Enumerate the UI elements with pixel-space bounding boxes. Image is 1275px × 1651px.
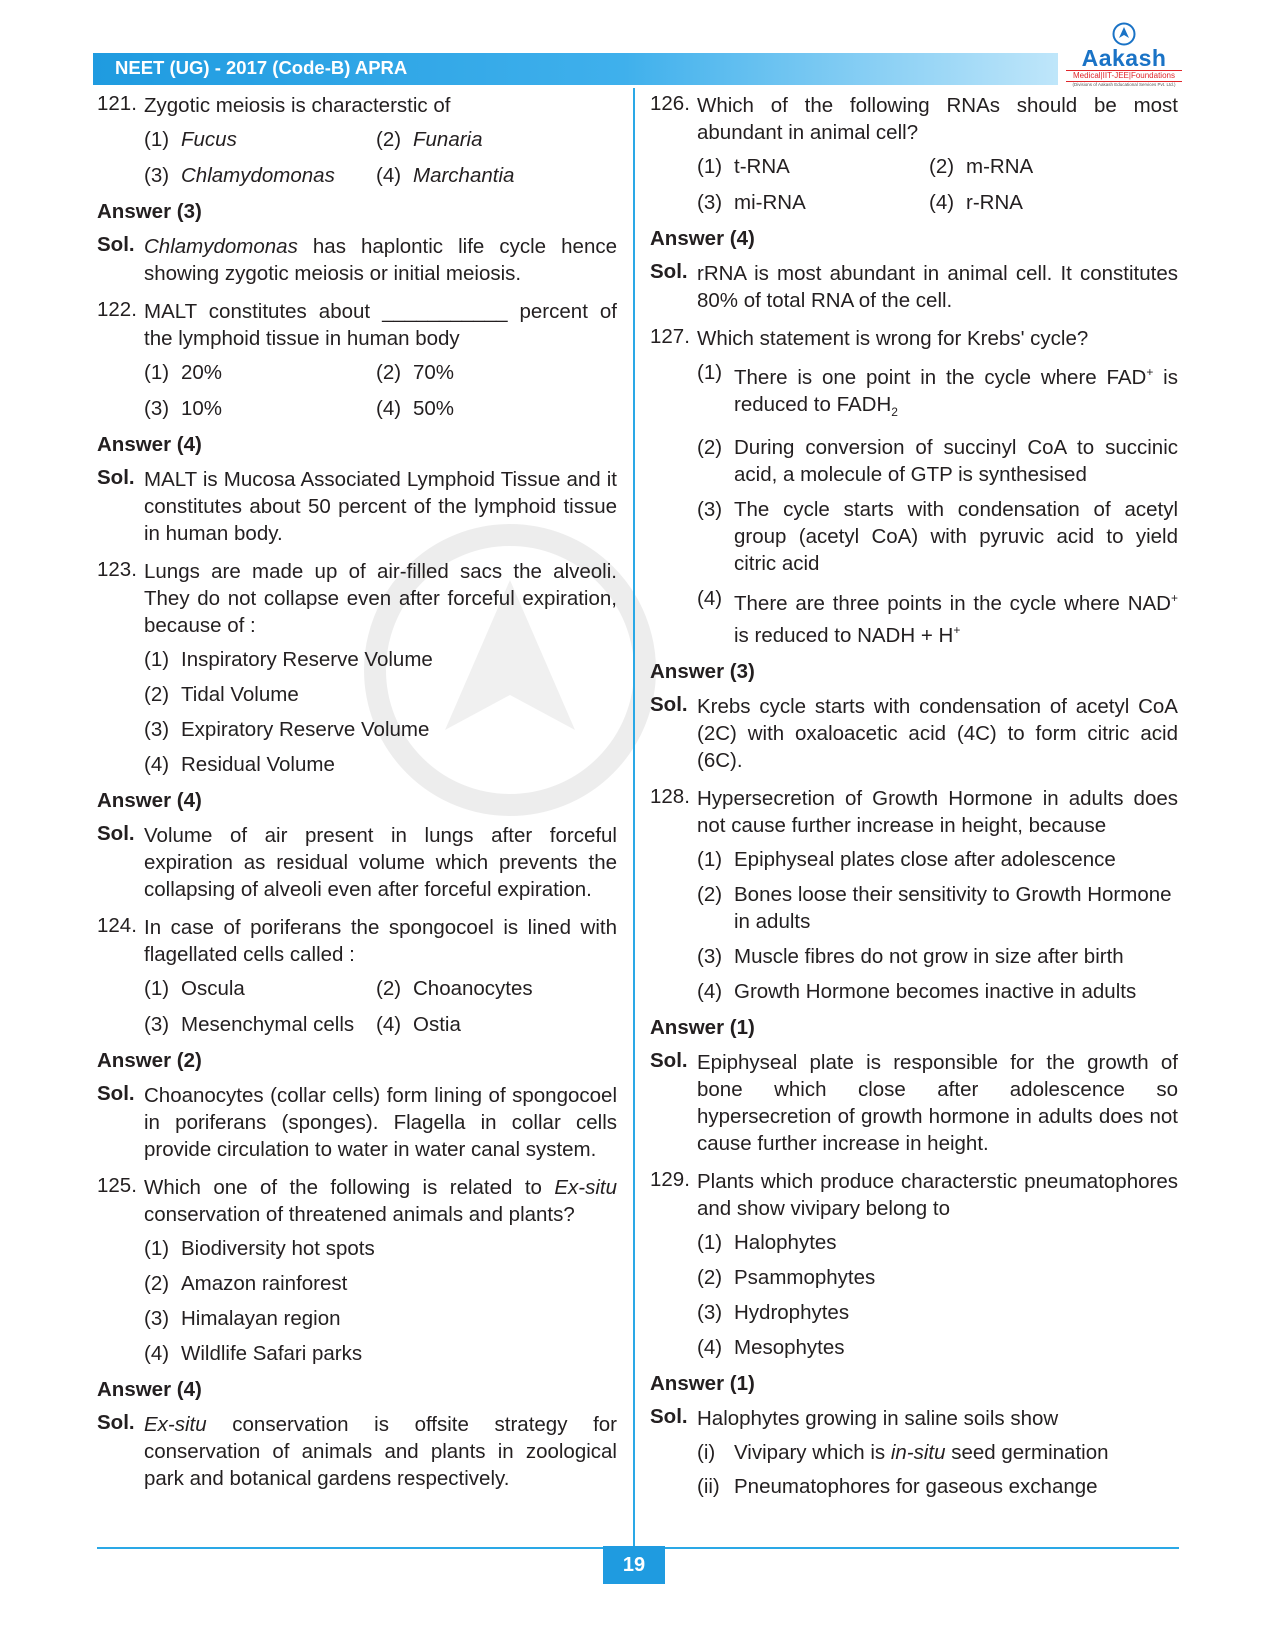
option-3: (3) Mesenchymal cells: [144, 1013, 355, 1036]
option-3: (3) 10%: [144, 397, 223, 420]
solution: [650, 1405, 1178, 1500]
option-4: (4) There are three points in the cycle where NAD+ is reduced to NADH + H+: [697, 586, 1178, 647]
question-123: [97, 558, 617, 778]
solution: [97, 822, 617, 903]
question-121: [97, 92, 617, 189]
option-2: (2) Bones loose their sensitivity to Growth Hormone in adults: [697, 882, 1172, 933]
option-4: (4) Growth Hormone becomes inactive in adults: [697, 979, 1137, 1003]
answer: Answer (2): [97, 1049, 202, 1072]
option-2: (2) Psammophytes: [697, 1265, 876, 1289]
logo-name: Aakash: [1081, 45, 1167, 71]
option-3: (3) Chlamydomonas: [144, 164, 335, 187]
option-1: (1) There is one point in the cycle where FAD+ is reduced to $FADH_2$: [697, 361, 1178, 419]
option-2: (2) Funaria: [376, 128, 483, 151]
solution: [97, 1082, 617, 1163]
option-1: (1) Biodiversity hot spots: [144, 1237, 375, 1260]
answer: Answer (4): [97, 789, 202, 812]
option-4: (4) r-RNA: [929, 191, 1023, 214]
question-129: [650, 1168, 1178, 1361]
option-2: (2) m-RNA: [929, 155, 1034, 178]
option-1: (1) Oscula: [144, 977, 245, 1000]
question-stem: MALT constitutes about ___________ percent of the lymphoid tissue in human body: [144, 300, 617, 350]
solution-text: Halophytes growing in saline soils show: [697, 1406, 1059, 1430]
answer: Answer (4): [97, 1378, 202, 1401]
aakash-emblem-icon: [1112, 22, 1136, 46]
question-122: [97, 298, 617, 422]
solution-label: Sol.: [97, 466, 135, 489]
solution-label: Sol.: [97, 822, 135, 845]
question-stem: Hypersecretion of Growth Hormone in adults does not cause further increase in height, because: [697, 786, 1178, 837]
solution-text: Choanocytes (collar cells) form lining of spongocoel in poriferans (sponges). Flagella in collar cells provide circulation to water in water canal system.: [144, 1084, 617, 1161]
answer: Answer (4): [650, 227, 755, 250]
solution-label: Sol.: [97, 233, 135, 256]
question-125: [97, 1174, 617, 1367]
solution-text: Ex-situ conservation is offsite strategy for conservation of animals and plants in zoological park and botanical gardens respectively.: [144, 1413, 617, 1490]
options: [144, 646, 617, 778]
question-127: [650, 325, 1178, 649]
options: [144, 126, 617, 189]
option-4: (4) Ostia: [376, 1013, 461, 1036]
question-number: 126.: [650, 92, 690, 115]
option-2: (2) Amazon rainforest: [144, 1272, 348, 1295]
solution: [650, 693, 1178, 774]
option-4: (4) 50%: [376, 397, 455, 420]
options: [697, 1229, 1178, 1361]
solution-label: Sol.: [650, 692, 688, 716]
question-stem: Lungs are made up of air-filled sacs the alveoli. They do not collapse even after forceful expiration, because of :: [144, 560, 617, 637]
right-column: [650, 92, 1178, 1500]
answer: Answer (1): [650, 1371, 755, 1395]
question-stem: In case of poriferans the spongocoel is lined with flagellated cells called :: [144, 916, 617, 966]
options: [144, 359, 617, 422]
solution-subitems: [697, 1439, 1178, 1500]
question-128: [650, 785, 1178, 1005]
option-3: (3) Muscle fibres do not grow in size after birth: [697, 944, 1124, 968]
option-3: (3) The cycle starts with condensation of acetyl group (acetyl CoA) with pyruvic acid to yield citric acid: [697, 497, 1178, 575]
page-number: 19: [603, 1546, 665, 1584]
option-3: (3) Expiratory Reserve Volume: [144, 718, 430, 741]
option-1: (1) Fucus: [144, 128, 237, 151]
question-number: 123.: [97, 558, 137, 581]
solution-label: Sol.: [650, 1404, 688, 1428]
solution-subitem-ii: (ii) Pneumatophores for gaseous exchange: [697, 1474, 1098, 1498]
solution-label: Sol.: [650, 260, 688, 283]
options: [144, 975, 617, 1038]
options: [697, 359, 1178, 649]
solution-label: Sol.: [650, 1048, 688, 1072]
solution: [650, 1049, 1178, 1157]
solution-subitem-i: (i) Vivipary which is in-situ seed germination: [697, 1440, 1109, 1464]
solution-text: Volume of air present in lungs after forceful expiration as residual volume which prevents the collapsing of alveoli even after forceful expiration.: [144, 824, 617, 901]
option-2: (2) During conversion of succinyl CoA to succinic acid, a molecule of GTP is synthesised: [697, 435, 1178, 486]
solution-label: Sol.: [97, 1082, 135, 1105]
solution-text: rRNA is most abundant in animal cell. It constitutes 80% of total RNA of the cell.: [697, 262, 1178, 312]
option-1: (1) Epiphyseal plates close after adolescence: [697, 847, 1116, 871]
logo-subtitle: (Divisions of Aakash Educational Services Pvt. Ltd.): [1072, 82, 1176, 87]
question-number: 124.: [97, 914, 137, 937]
column-divider: [633, 88, 635, 1550]
question-stem: Which statement is wrong for Krebs' cycle?: [697, 327, 1089, 350]
option-4: (4) Marchantia: [376, 164, 515, 187]
options: [697, 153, 1178, 216]
option-4: (4) Wildlife Safari parks: [144, 1342, 363, 1365]
option-2: (2) 70%: [376, 361, 455, 384]
question-stem: Plants which produce characterstic pneumatophores and show vivipary belong to: [697, 1169, 1178, 1220]
solution: [97, 1411, 617, 1492]
question-stem: Which of the following RNAs should be most abundant in animal cell?: [697, 94, 1178, 144]
solution: [97, 466, 617, 547]
option-4: (4) Mesophytes: [697, 1335, 845, 1359]
solution-label: Sol.: [97, 1411, 135, 1434]
aakash-logo: [1062, 22, 1186, 88]
option-3: (3) Hydrophytes: [697, 1300, 850, 1324]
option-1: (1) t-RNA: [697, 155, 790, 178]
answer: Answer (1): [650, 1015, 755, 1039]
logo-tagline: Medical|IIT-JEE|Foundations: [1066, 70, 1182, 82]
question-number: 125.: [97, 1174, 137, 1197]
solution-text: Krebs cycle starts with condensation of acetyl CoA (2C) with oxaloacetic acid (4C) to form citric acid (6C).: [697, 694, 1178, 772]
answer: Answer (3): [97, 200, 202, 223]
question-number: 129.: [650, 1167, 690, 1191]
question-number: 121.: [97, 92, 137, 115]
solution-text: Chlamydomonas has haplontic life cycle hence showing zygotic meiosis or initial meiosis.: [144, 235, 617, 285]
question-number: 122.: [97, 298, 137, 321]
header-bar: [93, 53, 1058, 85]
question-124: [97, 914, 617, 1038]
solution: [97, 233, 617, 287]
option-3: (3) mi-RNA: [697, 191, 806, 214]
answer: Answer (3): [650, 659, 755, 683]
solution-text: Epiphyseal plate is responsible for the growth of bone which close after adolescence so hypersecretion of growth hormone in adults does not cause further increase in height.: [697, 1050, 1178, 1155]
options: [144, 1235, 617, 1367]
option-3: (3) Himalayan region: [144, 1307, 341, 1330]
question-number: 128.: [650, 784, 690, 808]
option-4: (4) Residual Volume: [144, 753, 335, 776]
question-stem: Zygotic meiosis is characterstic of: [144, 94, 451, 117]
solution-text: MALT is Mucosa Associated Lymphoid Tissue and it constitutes about 50 percent of the lymphoid tissue in human body.: [144, 468, 617, 545]
option-2: (2) Choanocytes: [376, 977, 533, 1000]
option-1: (1) Inspiratory Reserve Volume: [144, 648, 433, 671]
solution: [650, 260, 1178, 314]
option-2: (2) Tidal Volume: [144, 683, 299, 706]
option-1: (1) 20%: [144, 361, 223, 384]
question-126: [650, 92, 1178, 216]
page-title: NEET (UG) - 2017 (Code-B) APRA: [115, 57, 408, 78]
question-number: 127.: [650, 325, 690, 348]
left-column: [97, 92, 617, 1492]
question-stem: Which one of the following is related to Ex-situ conservation of threatened animals and plants?: [144, 1176, 617, 1226]
options: [697, 846, 1178, 1005]
option-1: (1) Halophytes: [697, 1230, 837, 1254]
answer: Answer (4): [97, 433, 202, 456]
